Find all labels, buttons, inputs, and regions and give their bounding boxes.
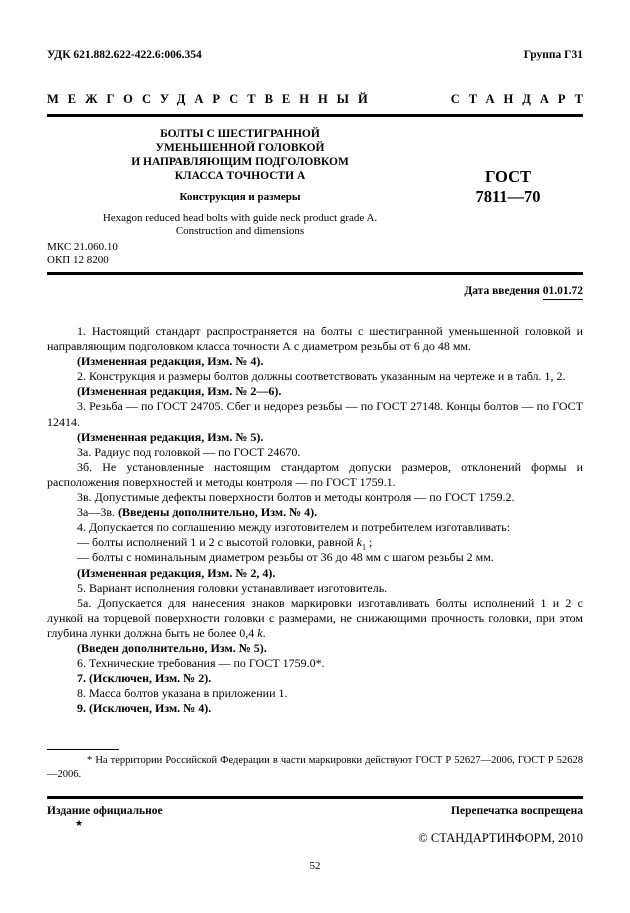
- english-title: [47, 212, 433, 238]
- paragraph: (Введен дополнительно, Изм. № 5).: [77, 640, 267, 655]
- paragraph: 3а. Радиус под головкой — по ГОСТ 24670.: [77, 444, 301, 459]
- gost-label: ГОСТ: [484, 167, 532, 186]
- body-paragraphs: [47, 324, 583, 716]
- document-title-line: УМЕНЬШЕННОЙ ГОЛОВКОЙ: [155, 142, 325, 154]
- paragraph: (Измененная редакция, Изм. № 2—6).: [77, 384, 282, 399]
- footnote-divider: [47, 749, 119, 750]
- document-title-line: И НАПРАВЛЯЮЩИМ ПОДГОЛОВКОМ: [131, 156, 349, 168]
- title-block: [47, 127, 433, 238]
- paragraph: — болты с номинальным диаметром резьбы от 36 до 48 мм с шагом резьбы 2 мм.: [77, 550, 494, 565]
- title-divider: [47, 272, 583, 275]
- footer-row: [47, 804, 583, 818]
- reprint-prohibited-label: Перепечатка воспрещена: [451, 805, 583, 818]
- paragraph: 7. (Исключен, Изм. № 2).: [77, 671, 212, 686]
- introduction-date-row: [47, 284, 583, 298]
- codes-block: [47, 241, 583, 267]
- page-number: 52: [309, 860, 321, 873]
- standard-type-heading: [47, 92, 592, 107]
- english-title-line: Construction and dimensions: [175, 225, 305, 237]
- gost-number: 7811—70: [475, 187, 541, 206]
- date-label: Дата введения: [464, 285, 540, 297]
- paragraph: 6. Технические требования — по ГОСТ 1759.0*.: [77, 656, 325, 671]
- copyright-notice: © СТАНДАРТИНФОРМ, 2010: [418, 831, 583, 846]
- paragraph: 5а. Допускается для нанесения знаков маркировки изготавливать болты исполнений 1 и 2 с лункой на торцевой поверхности головки с размерами, не снижающими прочность головки, при этом глубина лунки должна быть не более 0,4 k.: [47, 595, 583, 640]
- document-title-line: БОЛТЫ С ШЕСТИГРАННОЙ: [160, 128, 320, 140]
- paragraph: 1. Настоящий стандарт распространяется на болты с шестигранной уменьшенной головкой и направляющим подголовком класса точности А с диаметром резьбы от 6 до 48 мм.: [47, 324, 583, 354]
- document-subtitle: Конструкция и размеры: [179, 191, 301, 203]
- official-edition-label: Издание официальное: [47, 805, 163, 818]
- footnote: * На территории Российской Федерации в части маркировки действуют ГОСТ Р 52627—2006, ГОСТ Р 52628—2006.: [47, 755, 583, 780]
- group-code: Группа Г31: [523, 49, 583, 61]
- paragraph: 9. (Исключен, Изм. № 4).: [77, 701, 212, 716]
- paragraph: 3. Резьба — по ГОСТ 24705. Сбег и недорез резьбы — по ГОСТ 27148. Концы болтов — по ГОСТ 12414.: [47, 399, 583, 429]
- paragraph: — болты исполнений 1 и 2 с высотой головки, равной $k_1$ ;: [77, 535, 373, 552]
- standard-type-word-2: СТАНДАРТ: [450, 92, 592, 106]
- paragraph: 4. Допускается по соглашению между изготовителем и потребителем изготавливать:: [77, 520, 511, 535]
- paragraph: 2. Конструкция и размеры болтов должны соответствовать указанным на чертеже и в табл. 1, 2.: [77, 369, 566, 384]
- header-divider: [47, 114, 583, 117]
- paragraph: 3а—3в. (Введены дополнительно, Изм. № 4).: [77, 505, 318, 520]
- date-value: 01.01.72: [543, 285, 583, 300]
- title-section: [47, 127, 583, 238]
- paragraph: (Измененная редакция, Изм. № 4).: [77, 354, 264, 369]
- standard-type-word-1: МЕЖГОСУДАРСТВЕННЫЙ: [47, 92, 377, 106]
- udk-code: УДК 621.882.622-422.6:006.354: [47, 49, 202, 61]
- english-title-line: Hexagon reduced head bolts with guide neck product grade A.: [102, 212, 378, 224]
- classification-row: [47, 48, 583, 62]
- paragraph: (Измененная редакция, Изм. № 5).: [77, 429, 264, 444]
- paragraph: 8. Масса болтов указана в приложении 1.: [77, 686, 288, 701]
- okp-code: ОКП 12 8200: [47, 254, 109, 266]
- mks-code: МКС 21.060.10: [47, 241, 118, 253]
- document-title-line: КЛАССА ТОЧНОСТИ А: [174, 170, 306, 182]
- paragraph: 3в. Допустимые дефекты поверхности болтов и методы контроля — по ГОСТ 1759.2.: [77, 490, 515, 505]
- gost-designation: [433, 127, 583, 238]
- paragraph: (Измененная редакция, Изм. № 2, 4).: [77, 565, 276, 580]
- footer-divider: [47, 796, 583, 799]
- paragraph: 3б. Не установленные настоящим стандартом допуски размеров, отклонений формы и расположения поверхностей и методы контроля — по ГОСТ 1759.1.: [47, 459, 583, 489]
- paragraph: 5. Вариант исполнения головки устанавливает изготовитель.: [77, 580, 388, 595]
- star-icon: ★: [75, 818, 84, 829]
